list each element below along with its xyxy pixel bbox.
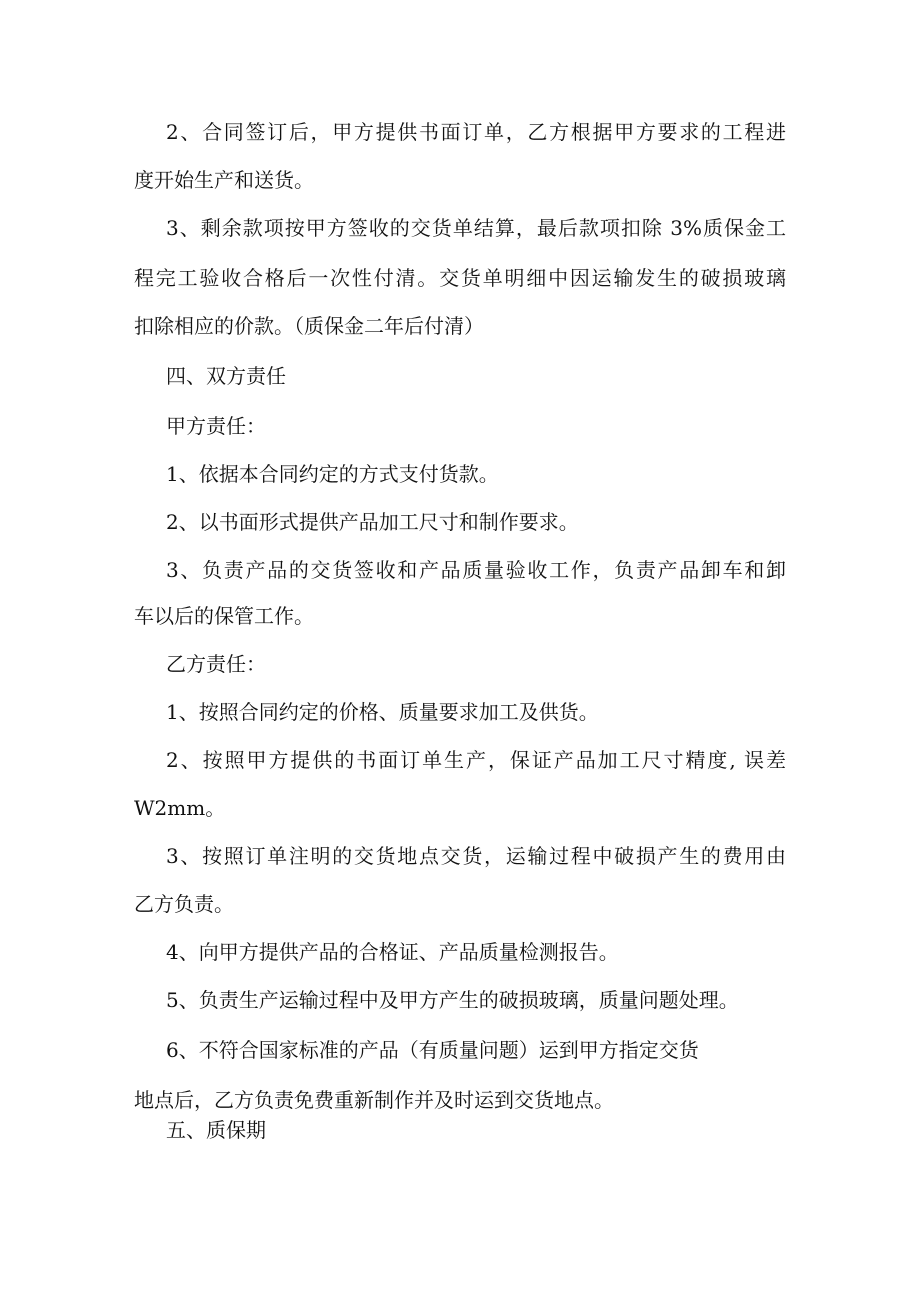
party-a-item-2: 2、以书面形式提供产品加工尺寸和制作要求。 <box>166 510 579 534</box>
party-b-item-4: 4、向甲方提供产品的合格证、产品质量检测报告。 <box>166 940 619 964</box>
clause-3-line-1: 3、剩余款项按甲方签收的交货单结算，最后款项扣除 3%质保金工 <box>166 216 786 240</box>
section-4-heading: 四、双方责任 <box>166 364 286 388</box>
clause-2-line-2: 度开始生产和送货。 <box>134 168 314 192</box>
party-b-item-6-line-2: 地点后，乙方负责免费重新制作并及时运到交货地点。 <box>134 1088 614 1112</box>
party-b-heading: 乙方责任： <box>166 652 266 676</box>
party-b-item-3-line-1: 3、按照订单注明的交货地点交货，运输过程中破损产生的费用由 <box>166 844 786 868</box>
clause-3-line-3: 扣除相应的价款。（质保金二年后付清） <box>134 314 484 338</box>
party-b-item-2-line-1: 2、按照甲方提供的书面订单生产，保证产品加工尺寸精度, 误差 <box>166 748 786 772</box>
party-b-item-6-line-1: 6、不符合国家标准的产品（有质量问题）运到甲方指定交货 <box>166 1038 699 1062</box>
clause-2-line-1: 2、合同签订后，甲方提供书面订单，乙方根据甲方要求的工程进 <box>166 120 786 144</box>
party-a-item-1: 1、依据本合同约定的方式支付货款。 <box>166 462 499 486</box>
party-b-item-2-line-2: W2mm。 <box>134 796 226 820</box>
party-a-heading: 甲方责任： <box>166 414 266 438</box>
party-b-item-3-line-2: 乙方负责。 <box>134 892 234 916</box>
section-5-heading: 五、质保期 <box>166 1118 266 1142</box>
party-b-item-1: 1、按照合同约定的价格、质量要求加工及供货。 <box>166 700 599 724</box>
clause-3-line-2: 程完工验收合格后一次性付清。交货单明细中因运输发生的破损玻璃 <box>134 266 786 290</box>
party-a-item-3-line-2: 车以后的保管工作。 <box>134 604 314 628</box>
party-b-item-5: 5、负责生产运输过程中及甲方产生的破损玻璃，质量问题处理。 <box>166 988 739 1012</box>
party-a-item-3-line-1: 3、负责产品的交货签收和产品质量验收工作，负责产品卸车和卸 <box>166 558 786 582</box>
